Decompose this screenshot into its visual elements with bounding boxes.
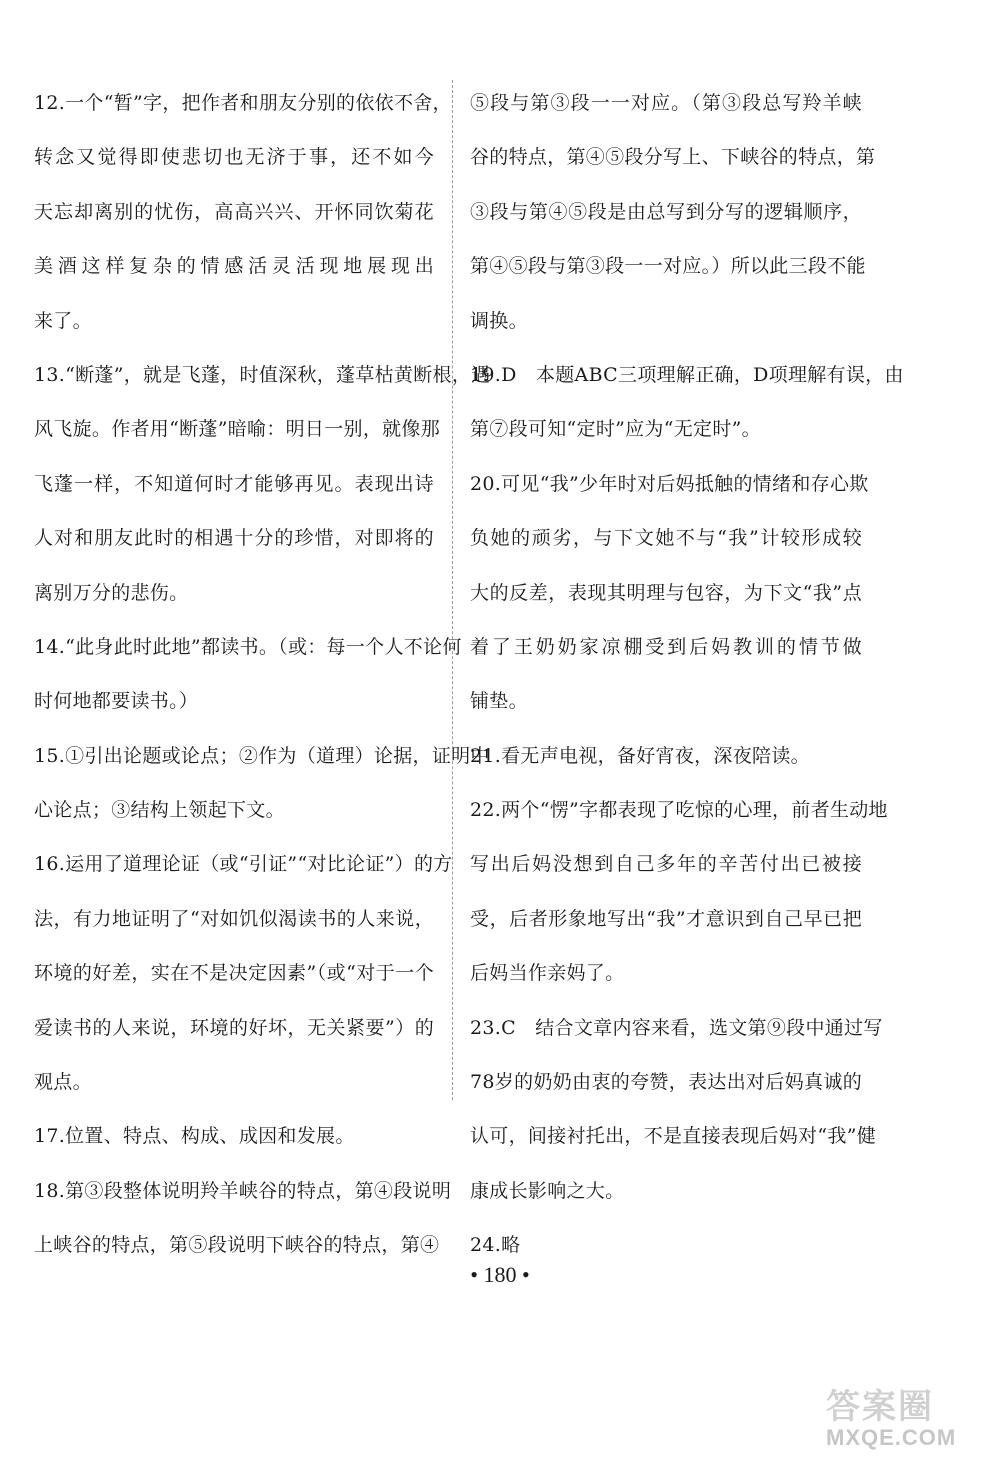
right-column	[470, 76, 904, 1273]
answer-line: 爱读书的人来说，环境的好坏，无关紧要”）的	[34, 1016, 434, 1039]
answer-line: 19.D 本题ABC三项理解正确，D项理解有误，由	[470, 363, 904, 386]
answer-item	[470, 783, 888, 1001]
answer-line: 法，有力地证明了“对如饥似渴读书的人来说，	[34, 907, 434, 930]
answer-item	[470, 729, 862, 783]
answer-line: 铺垫。	[470, 690, 528, 713]
answer-line: 21.看无声电视，备好宵夜，深夜陪读。	[470, 744, 810, 767]
answer-line: 78岁的奶奶由衷的夸赞，表达出对后妈真诚的	[470, 1071, 862, 1094]
answer-line: 着了王奶奶家凉棚受到后妈教训的情节做	[470, 635, 862, 658]
answer-line: 第④⑤段与第③段一一对应。）所以此三段不能	[470, 255, 866, 278]
watermark-bottom-text: MXQE.COM	[826, 1425, 957, 1450]
answer-line: 来了。	[34, 309, 92, 332]
answer-line: 美酒这样复杂的情感活灵活现地展现出	[34, 255, 434, 278]
answer-item	[34, 76, 452, 348]
answer-line: 17.位置、特点、构成、成因和发展。	[34, 1125, 355, 1148]
answer-line: 离别万分的悲伤。	[34, 581, 189, 604]
answer-line: 时何地都要读书。）	[34, 690, 199, 713]
answer-item	[34, 620, 462, 729]
answer-item	[470, 1001, 883, 1219]
answer-line: ⑤段与第③段一一对应。（第③段总写羚羊峡	[470, 92, 862, 114]
answer-item	[470, 76, 876, 348]
answer-item	[470, 457, 869, 729]
answer-line: 大的反差，表现其明理与包容，为下文“我”点	[470, 581, 862, 604]
answer-line: 写出后妈没想到自己多年的辛苦付出已被接	[470, 853, 862, 876]
answer-line: 14.“此身此时此地”都读书。（或：每一个人不论何	[34, 635, 462, 658]
answer-line: 18.第③段整体说明羚羊峡谷的特点，第④段说明	[34, 1179, 452, 1202]
page-number: • 180 •	[470, 1262, 530, 1287]
answer-line: 人对和朋友此时的相遇十分的珍惜，对即将的	[34, 527, 434, 550]
answer-line: 后妈当作亲妈了。	[470, 962, 625, 985]
answer-line: ③段与第④⑤段是由总写到分写的逻辑顺序，	[470, 200, 862, 223]
answer-line: 观点。	[34, 1071, 92, 1094]
answer-line: 负她的顽劣，与下文她不与“我”计较形成较	[470, 527, 862, 550]
answer-line: 受，后者形象地写出“我”才意识到自己早已把	[470, 907, 862, 930]
column-divider	[452, 80, 453, 1100]
answer-line: 12.一个“暂”字，把作者和朋友分别的依依不舍，	[34, 92, 452, 114]
answer-item	[34, 729, 490, 838]
answer-line: 飞蓬一样，不知道何时才能够再见。表现出诗	[34, 472, 434, 495]
answer-line: 第⑦段可知“定时”应为“无定时”。	[470, 418, 761, 441]
answer-line: 天忘却离别的忧伤，高高兴兴、开怀同饮菊花	[34, 200, 434, 223]
watermark-top-text: 答案圈	[826, 1388, 934, 1426]
answer-line: 风飞旋。作者用“断蓬”暗喻：明日一别，就像那	[34, 418, 441, 441]
answer-line: 环境的好差，实在不是决定因素”（或“对于一个	[34, 962, 434, 985]
answer-line: 上峡谷的特点，第⑤段说明下峡谷的特点，第④	[34, 1234, 440, 1257]
answer-line: 24.略	[470, 1234, 521, 1257]
answer-line: 康成长影响之大。	[470, 1179, 625, 1202]
answer-item	[34, 837, 453, 1109]
answer-item	[34, 1109, 434, 1163]
answer-line: 16.运用了道理论证（或“引证”“对比论证”）的方	[34, 853, 453, 876]
site-watermark-logo	[826, 1388, 996, 1454]
answer-line: 调换。	[470, 309, 528, 332]
answer-item	[34, 348, 491, 620]
answer-line: 20.可见“我”少年时对后妈抵触的情绪和存心欺	[470, 472, 869, 495]
left-column	[34, 76, 491, 1273]
answer-line: 认可，间接衬托出，不是直接表现后妈对“我”健	[470, 1125, 877, 1148]
answer-line: 心论点；③结构上领起下文。	[34, 799, 285, 822]
answer-line: 15.①引出论题或论点；②作为（道理）论据，证明中	[34, 744, 490, 767]
answer-line: 22.两个“愣”字都表现了吃惊的心理，前者生动地	[470, 799, 888, 822]
answer-line: 13.“断蓬”，就是飞蓬，时值深秋，蓬草枯黄断根，遇	[34, 363, 491, 386]
answer-line: 转念又觉得即使悲切也无济于事，还不如今	[34, 146, 434, 169]
answer-line: 谷的特点，第④⑤段分写上、下峡谷的特点，第	[470, 146, 876, 169]
answer-item	[34, 1164, 452, 1273]
answer-item	[470, 348, 904, 457]
answer-line: 23.C 结合文章内容来看，选文第⑨段中通过写	[470, 1016, 883, 1039]
